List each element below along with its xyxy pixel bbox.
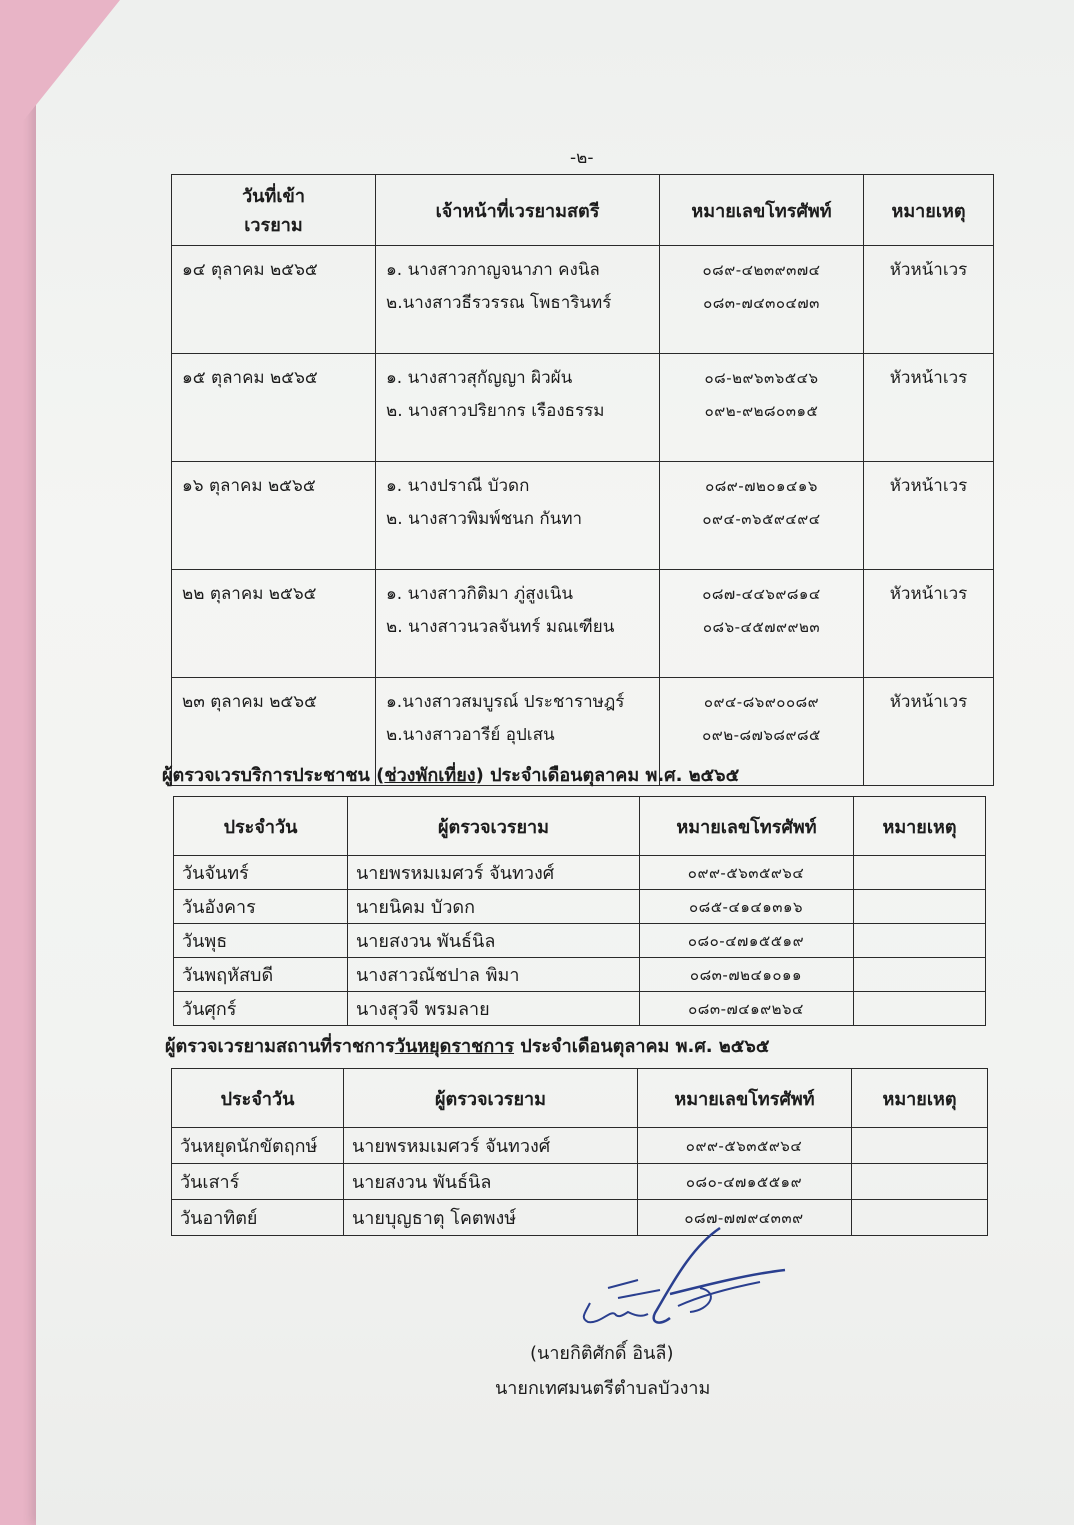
header-staff: เจ้าหน้าที่เวรยามสตรี bbox=[376, 175, 660, 246]
duty-staff: ๑. นางปราณี บัวดก ๒. นางสาวพิมพ์ชนก กันทา bbox=[376, 462, 660, 570]
phone-cell: ๐๙๙-๕๖๓๕๙๖๔ bbox=[640, 856, 854, 890]
page-number: -๒- bbox=[570, 148, 594, 168]
duty-phone: ๐๘๗-๔๔๖๙๘๑๔ ๐๘๖-๔๕๗๙๙๒๓ bbox=[660, 570, 864, 678]
phone-cell: ๐๘๓-๗๒๔๑๐๑๑ bbox=[640, 958, 854, 992]
duty-note: หัวหน้าเวร bbox=[864, 462, 994, 570]
duty-staff: ๑. นางสาวกาญจนาภา คงนิล ๒.นางสาวธีรวรรณ โพธารินทร์ bbox=[376, 246, 660, 354]
duty-phone: ๐๘๙-๔๒๓๙๓๗๔ ๐๘๓-๗๔๓๐๔๗๓ bbox=[660, 246, 864, 354]
inspector-cell: นายพรหมเมศวร์ จันทวงศ์ bbox=[348, 856, 640, 890]
note-cell bbox=[854, 856, 986, 890]
header-note: หมายเหตุ bbox=[854, 797, 986, 856]
note-cell bbox=[854, 890, 986, 924]
phone-cell: ๐๘๓-๗๔๑๙๒๖๔ bbox=[640, 992, 854, 1026]
inspector-cell: นายสงวน พันธ์นิล bbox=[344, 1164, 638, 1200]
table-row bbox=[174, 856, 986, 890]
inspector-cell: นางสาวณัชปาล พิมา bbox=[348, 958, 640, 992]
phone-cell: ๐๙๙-๕๖๓๕๙๖๔ bbox=[638, 1128, 852, 1164]
header-date: วันที่เข้า เวรยาม bbox=[172, 175, 376, 246]
duty-table bbox=[171, 174, 994, 786]
note-cell bbox=[852, 1128, 988, 1164]
table-row bbox=[172, 354, 994, 462]
duty-phone: ๐๘-๒๙๖๓๖๕๔๖ ๐๙๒-๙๒๘๐๓๑๕ bbox=[660, 354, 864, 462]
duty-note: หัวหน้าเวร bbox=[864, 570, 994, 678]
duty-date: ๑๕ ตุลาคม ๒๕๖๕ bbox=[172, 354, 376, 462]
holiday-section-title: ผู้ตรวจเวรยามสถานที่ราชการวันหยุดราชการ ประจำเดือนตุลาคม พ.ศ. ๒๕๖๕ bbox=[165, 1036, 770, 1057]
background-corner bbox=[0, 0, 120, 150]
note-cell bbox=[854, 924, 986, 958]
phone-cell: ๐๘๐-๔๗๑๕๕๑๙ bbox=[640, 924, 854, 958]
inspector-cell: นายบุญธาตุ โคตพงษ์ bbox=[344, 1200, 638, 1236]
signatory-name: (นายกิติศักดิ์ อินลี) bbox=[530, 1343, 674, 1364]
duty-date: ๒๓ ตุลาคม ๒๕๖๕ bbox=[172, 678, 376, 786]
inspector-cell: นายนิคม บัวดก bbox=[348, 890, 640, 924]
duty-table-header bbox=[172, 175, 994, 246]
duty-note: หัวหน้าเวร bbox=[864, 246, 994, 354]
table-row bbox=[172, 462, 994, 570]
duty-note: หัวหน้าเวร bbox=[864, 354, 994, 462]
note-cell bbox=[854, 958, 986, 992]
duty-date: ๒๒ ตุลาคม ๒๕๖๕ bbox=[172, 570, 376, 678]
header-inspector: ผู้ตรวจเวรยาม bbox=[348, 797, 640, 856]
day-cell: วันหยุดนักขัตฤกษ์ bbox=[172, 1128, 344, 1164]
lunch-section-title: ผู้ตรวจเวรบริการประชาชน (ช่วงพักเที่ยง) ประจำเดือนตุลาคม พ.ศ. ๒๕๖๕ bbox=[162, 765, 740, 786]
note-cell bbox=[852, 1200, 988, 1236]
day-cell: วันศุกร์ bbox=[174, 992, 348, 1026]
table-row bbox=[174, 924, 986, 958]
note-cell bbox=[854, 992, 986, 1026]
day-cell: วันจันทร์ bbox=[174, 856, 348, 890]
table-row bbox=[172, 1164, 988, 1200]
header-phone: หมายเลขโทรศัพท์ bbox=[638, 1069, 852, 1128]
header-note: หมายเหตุ bbox=[852, 1069, 988, 1128]
table-row bbox=[172, 246, 994, 354]
phone-cell: ๐๘๗-๗๗๙๔๓๓๙ bbox=[638, 1200, 852, 1236]
day-cell: วันเสาร์ bbox=[172, 1164, 344, 1200]
phone-cell: ๐๘๐-๔๗๑๕๕๑๙ bbox=[638, 1164, 852, 1200]
holiday-table-header bbox=[172, 1069, 988, 1128]
duty-date: ๑๖ ตุลาคม ๒๕๖๕ bbox=[172, 462, 376, 570]
table-row bbox=[174, 958, 986, 992]
day-cell: วันพุธ bbox=[174, 924, 348, 958]
holiday-inspector-table bbox=[171, 1068, 988, 1236]
inspector-cell: นายพรหมเมศวร์ จันทวงศ์ bbox=[344, 1128, 638, 1164]
note-cell bbox=[852, 1164, 988, 1200]
duty-staff: ๑.นางสาวสมบูรณ์ ประชาราษฎร์ ๒.นางสาวอารีย์ อุปเสน bbox=[376, 678, 660, 786]
duty-note: หัวหน้าเวร bbox=[864, 678, 994, 786]
inspector-cell: นางสุวจี พรมลาย bbox=[348, 992, 640, 1026]
duty-phone: ๐๘๙-๗๒๐๑๔๑๖ ๐๙๔-๓๖๕๙๔๙๔ bbox=[660, 462, 864, 570]
day-cell: วันอังคาร bbox=[174, 890, 348, 924]
header-day: ประจำวัน bbox=[174, 797, 348, 856]
duty-date: ๑๔ ตุลาคม ๒๕๖๕ bbox=[172, 246, 376, 354]
duty-phone: ๐๙๔-๘๖๙๐๐๘๙ ๐๙๒-๘๗๖๘๙๘๕ bbox=[660, 678, 864, 786]
table-row bbox=[172, 570, 994, 678]
phone-cell: ๐๘๕-๔๑๔๑๓๑๖ bbox=[640, 890, 854, 924]
table-row bbox=[174, 890, 986, 924]
duty-staff: ๑. นางสาวสุกัญญา ผิวผัน ๒. นางสาวปริยากร เรืองธรรม bbox=[376, 354, 660, 462]
table-row bbox=[172, 1128, 988, 1164]
inspector-cell: นายสงวน พันธ์นิล bbox=[348, 924, 640, 958]
day-cell: วันอาทิตย์ bbox=[172, 1200, 344, 1236]
header-day: ประจำวัน bbox=[172, 1069, 344, 1128]
lunch-inspector-table bbox=[173, 796, 986, 1026]
duty-staff: ๑. นางสาวกิติมา ภู่สูงเนิน ๒. นางสาวนวลจันทร์ มณเฑียน bbox=[376, 570, 660, 678]
day-cell: วันพฤหัสบดี bbox=[174, 958, 348, 992]
header-phone: หมายเลขโทรศัพท์ bbox=[640, 797, 854, 856]
header-note: หมายเหตุ bbox=[864, 175, 994, 246]
handwritten-signature bbox=[560, 1218, 800, 1338]
lunch-table-header bbox=[174, 797, 986, 856]
header-phone: หมายเลขโทรศัพท์ bbox=[660, 175, 864, 246]
signatory-title: นายกเทศมนตรีตำบลบัวงาม bbox=[495, 1378, 711, 1399]
table-row bbox=[174, 992, 986, 1026]
header-inspector: ผู้ตรวจเวรยาม bbox=[344, 1069, 638, 1128]
